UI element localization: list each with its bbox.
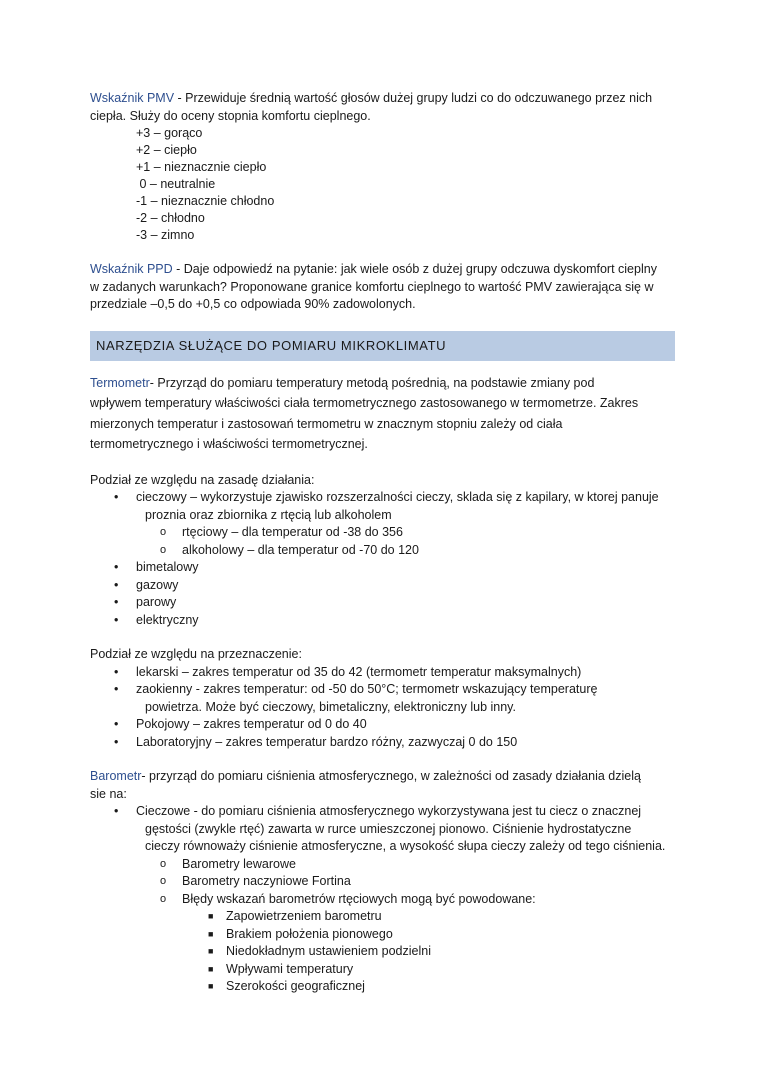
barometr-section bbox=[90, 768, 675, 996]
elektryczny-item: elektryczny bbox=[136, 612, 199, 627]
item-text bbox=[136, 681, 675, 716]
pmv-section bbox=[90, 90, 675, 244]
circle-bullet-icon: o bbox=[160, 892, 167, 905]
pmv-scale bbox=[90, 125, 675, 244]
bledy-sublist bbox=[182, 908, 675, 996]
bullet-icon: • bbox=[114, 804, 119, 818]
bullet-icon: • bbox=[114, 577, 119, 592]
list-item bbox=[90, 664, 675, 682]
circle-bullet-icon: o bbox=[160, 526, 167, 538]
error-item: Szerokości geograficznej bbox=[226, 979, 365, 993]
bullet-icon: • bbox=[114, 560, 119, 574]
list-item bbox=[90, 978, 675, 996]
cieczowe-line-3: cieczy równoważy ciśnienie atmosferyczne, a wysokość słupa cieczy zależy od tego ciśnienia. bbox=[145, 839, 666, 853]
podzial-przeznaczenie-section bbox=[90, 646, 675, 751]
list-item bbox=[90, 559, 675, 577]
barometr-line-2: sie na: bbox=[90, 786, 127, 801]
item-text bbox=[136, 489, 675, 524]
parowy-item: parowy bbox=[136, 595, 177, 609]
termometr-line-1 bbox=[90, 373, 675, 394]
square-bullet-icon: ■ bbox=[208, 911, 214, 921]
list-item bbox=[90, 908, 675, 926]
bimetalowy-item: bimetalowy bbox=[136, 560, 199, 574]
list-item bbox=[90, 489, 675, 559]
error-item: Brakiem położenia pionowego bbox=[226, 926, 393, 941]
lekarski-item: lekarski – zakres temperatur od 35 do 42 (termometr temperatur maksymalnych) bbox=[136, 664, 582, 679]
pmv-term: Wskaźnik PMV bbox=[90, 91, 175, 105]
bullet-icon: • bbox=[114, 734, 119, 749]
fortina-item: Barometry naczyniowe Fortina bbox=[182, 874, 351, 888]
ppd-line-1 bbox=[90, 261, 675, 279]
square-bullet-icon: ■ bbox=[208, 946, 214, 956]
pmv-scale-item: +2 – ciepło bbox=[136, 143, 197, 157]
termometr-line-3: mierzonych temperatur i zastosowań termometru w znacznym stopniu zależy od ciała bbox=[90, 416, 563, 431]
podzial-zasada-section bbox=[90, 472, 675, 630]
list-item bbox=[90, 594, 675, 612]
cieczowy-line-1: cieczowy – wykorzystuje zjawisko rozszerzalności cieczy, sklada się z kapilary, w ktorej panuje bbox=[136, 490, 659, 504]
bledy-item: Błędy wskazań barometrów rtęciowych mogą być powodowane: bbox=[182, 891, 536, 906]
pmv-paragraph bbox=[90, 90, 675, 108]
section-heading: NARZĘDZIA SŁUŻĄCE DO POMIARU MIKROKLIMATU bbox=[90, 331, 675, 361]
cieczowy-sublist bbox=[136, 524, 675, 559]
alkoholowy-item: alkoholowy – dla temperatur od -70 do 120 bbox=[182, 542, 419, 557]
cieczowy-line-2: proznia oraz zbiornika z rtęcią lub alkoholem bbox=[145, 507, 392, 522]
zaokienny-line-2: powietrza. Może być cieczowy, bimetaliczny, elektroniczny lub inny. bbox=[145, 699, 516, 714]
circle-bullet-icon: o bbox=[160, 857, 167, 870]
barometr-desc: - przyrząd do pomiaru ciśnienia atmosferycznego, w zależności od zasady działania dzielą bbox=[141, 769, 641, 783]
ppd-term: Wskaźnik PPD bbox=[90, 262, 173, 276]
bullet-icon: • bbox=[114, 490, 119, 504]
bullet-icon: • bbox=[114, 682, 119, 696]
ppd-desc: - Daje odpowiedź na pytanie: jak wiele osób z dużej grupy odczuwa dyskomfort cieplny bbox=[172, 262, 657, 276]
pokojowy-item: Pokojowy – zakres temperatur od 0 do 40 bbox=[136, 717, 367, 731]
bullet-icon: • bbox=[114, 717, 119, 731]
list-item bbox=[90, 716, 675, 734]
pmv-scale-item: 0 – neutralnie bbox=[136, 177, 216, 191]
square-bullet-icon: ■ bbox=[208, 963, 214, 974]
list-item bbox=[90, 891, 675, 996]
list-item bbox=[90, 873, 675, 891]
circle-bullet-icon: o bbox=[160, 543, 167, 556]
list-item bbox=[90, 961, 675, 979]
barometr-line-1 bbox=[90, 768, 675, 786]
list-item bbox=[90, 681, 675, 716]
pmv-scale-item: -1 – nieznacznie chłodno bbox=[136, 194, 275, 208]
list-item bbox=[90, 926, 675, 944]
error-item: Niedokładnym ustawieniem podzielni bbox=[226, 944, 431, 958]
list-item bbox=[90, 856, 675, 874]
barometr-list bbox=[90, 803, 675, 996]
pmv-scale-item: -2 – chłodno bbox=[136, 211, 205, 225]
document-page bbox=[90, 90, 675, 1013]
square-bullet-icon: ■ bbox=[208, 981, 214, 991]
list-item bbox=[90, 734, 675, 752]
termometr-term: Termometr bbox=[90, 375, 150, 390]
podzial-zasada-title: Podział ze względu na zasadę działania: bbox=[90, 472, 315, 487]
pmv-desc: - Przewiduje średnią wartość głosów dużej grupy ludzi co do odczuwanego przez nich bbox=[174, 91, 653, 105]
termometr-desc: - Przyrząd do pomiaru temperatury metodą pośrednią, na podstawie zmiany pod bbox=[149, 375, 595, 390]
termometr-line-4: termometrycznego i właściwości termometrycznej. bbox=[90, 437, 368, 451]
circle-bullet-icon: o bbox=[160, 875, 167, 887]
podzial-zasada-list bbox=[90, 489, 675, 629]
bullet-icon: • bbox=[114, 612, 119, 627]
termometr-line-2: wpływem temperatury właściwości ciała termometrycznego zastosowanego w termometrze. Zakres bbox=[90, 396, 639, 410]
pmv-desc-2: ciepła. Służy do oceny stopnia komfortu cieplnego. bbox=[90, 108, 371, 123]
barometr-term: Barometr bbox=[90, 769, 142, 783]
bullet-icon: • bbox=[114, 595, 119, 609]
laboratoryjny-item: Laboratoryjny – zakres temperatur bardzo różny, zazwyczaj 0 do 150 bbox=[136, 734, 518, 749]
pmv-scale-item: -3 – zimno bbox=[136, 228, 195, 242]
list-item bbox=[90, 943, 675, 961]
list-item bbox=[90, 612, 675, 630]
error-item: Zapowietrzeniem barometru bbox=[226, 909, 382, 923]
termometr-section bbox=[90, 373, 675, 455]
bullet-icon: • bbox=[114, 664, 119, 679]
list-item bbox=[90, 542, 675, 560]
ppd-line-2: w zadanych warunkach? Proponowane granice komfortu cieplnego to wartość PMV zawierająca się w bbox=[90, 279, 654, 294]
gazowy-item: gazowy bbox=[136, 577, 179, 592]
lewarowe-item: Barometry lewarowe bbox=[182, 856, 296, 871]
list-item bbox=[90, 577, 675, 595]
item-text bbox=[136, 803, 675, 856]
cieczowe-line-1: Cieczowe - do pomiaru ciśnienia atmosferycznego wykorzystywana jest tu ciecz o znacznej bbox=[136, 804, 642, 818]
podzial-przeznaczenie-title: Podział ze względu na przeznaczenie: bbox=[90, 647, 302, 661]
cieczowe-line-2: gęstości (zwykle rtęć) zawarta w rurce umieszczonej pionowo. Ciśnienie hydrostatyczne bbox=[145, 821, 632, 836]
ppd-section bbox=[90, 261, 675, 314]
rteciowy-item: rtęciowy – dla temperatur od -38 do 356 bbox=[182, 525, 403, 539]
pmv-scale-item: +3 – gorąco bbox=[136, 126, 203, 140]
zaokienny-line-1: zaokienny - zakres temperatur: od -50 do 50°C; termometr wskazujący temperaturę bbox=[136, 682, 598, 696]
barometr-sublist bbox=[136, 856, 675, 996]
square-bullet-icon: ■ bbox=[208, 928, 214, 939]
podzial-przeznaczenie-list bbox=[90, 664, 675, 752]
ppd-line-3: przedziale –0,5 do +0,5 co odpowiada 90% zadowolonych. bbox=[90, 297, 416, 311]
list-item bbox=[90, 524, 675, 542]
pmv-scale-item: +1 – nieznacznie ciepło bbox=[136, 160, 267, 174]
list-item bbox=[90, 803, 675, 996]
error-item: Wpływami temperatury bbox=[226, 961, 354, 976]
